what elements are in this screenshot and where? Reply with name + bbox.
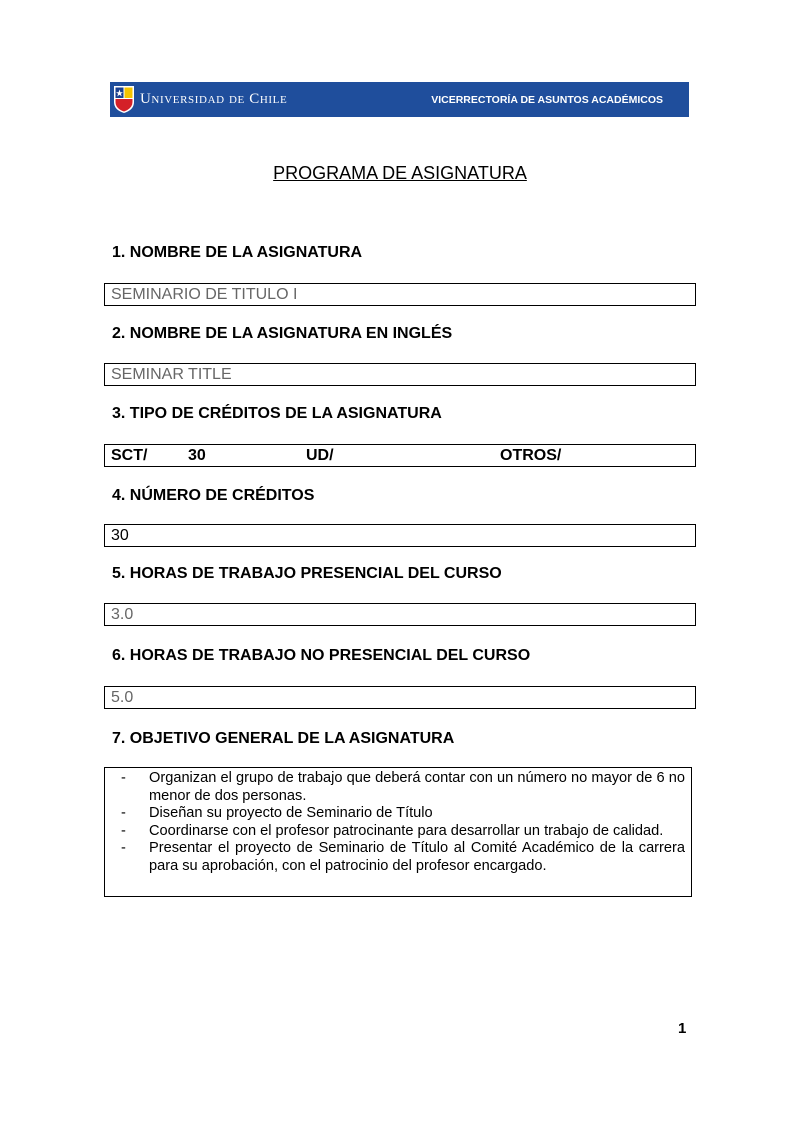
university-name: Universidad de Chile <box>140 91 288 107</box>
document-title: PROGRAMA DE ASIGNATURA <box>273 163 527 183</box>
credits-number-field: 30 <box>104 524 696 547</box>
banner-left <box>110 82 287 117</box>
section-2-heading: 2. NOMBRE DE LA ASIGNATURA EN INGLÉS <box>112 325 453 342</box>
page-number: 1 <box>678 1020 687 1037</box>
course-name-field: SEMINARIO DE TITULO I <box>104 283 696 306</box>
non-presential-hours-field: 5.0 <box>104 686 696 709</box>
course-name-english-field: SEMINAR TITLE <box>104 363 696 386</box>
objectives-list <box>104 767 692 897</box>
presential-hours-field: 3.0 <box>104 603 696 626</box>
section-1-heading: 1. NOMBRE DE LA ASIGNATURA <box>112 244 363 261</box>
sct-label: SCT/ <box>111 447 148 464</box>
objective-item <box>117 823 685 841</box>
objective-text: Coordinarse con el profesor patrocinante para desarrollar un trabajo de calidad. <box>149 822 664 839</box>
otros-label: OTROS/ <box>500 447 562 464</box>
objective-item <box>117 770 685 805</box>
section-7-heading: 7. OBJETIVO GENERAL DE LA ASIGNATURA <box>112 730 455 747</box>
bullet-dash: - <box>121 840 126 856</box>
credit-type-field <box>104 444 696 467</box>
vicerrectoria-name: VICERRECTORÍA DE ASUNTOS ACADÉMICOS <box>431 93 663 106</box>
bullet-dash: - <box>121 770 126 786</box>
objective-item <box>117 840 685 875</box>
objective-text: Organizan el grupo de trabajo que deberá contar con un número no mayor de 6 no menor de dos personas. <box>149 770 685 804</box>
section-4-heading: 4. NÚMERO DE CRÉDITOS <box>112 487 315 504</box>
objective-item <box>117 805 685 823</box>
objective-text: Presentar el proyecto de Seminario de Título al Comité Académico de la carrera para su aprobación, con el patrocinio del profesor encargado. <box>149 840 685 874</box>
bullet-dash: - <box>121 805 126 821</box>
section-3-heading: 3. TIPO DE CRÉDITOS DE LA ASIGNATURA <box>112 405 442 422</box>
ud-label: UD/ <box>306 447 334 464</box>
university-crest-icon <box>113 85 135 114</box>
objective-text: Diseñan su proyecto de Seminario de Título <box>149 805 433 821</box>
sct-value: 30 <box>188 447 206 464</box>
section-6-heading: 6. HORAS DE TRABAJO NO PRESENCIAL DEL CURSO <box>112 647 531 664</box>
section-5-heading: 5. HORAS DE TRABAJO PRESENCIAL DEL CURSO <box>112 565 502 582</box>
header-banner <box>110 82 689 117</box>
bullet-dash: - <box>121 822 126 839</box>
